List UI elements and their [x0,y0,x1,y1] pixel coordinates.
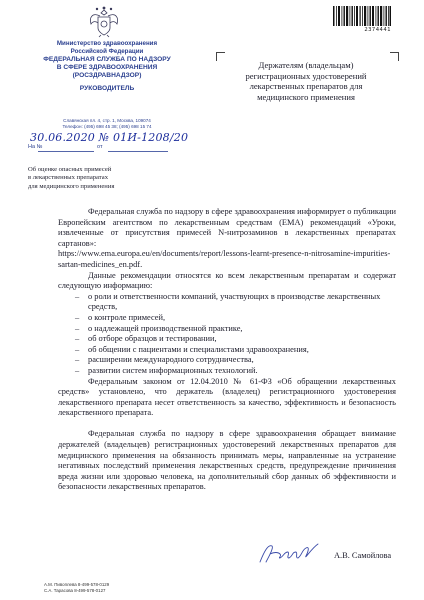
sender-address-block [28,118,186,130]
barcode-number: 2374441 [364,27,391,33]
barcode-icon [333,6,391,26]
list-item: – развитии систем информационных технологий. [58,366,396,377]
recipient-block [218,60,394,102]
footer-contact-1: А.М. Пивоплева 8-499-578-0129 [44,582,110,587]
subject-line-2: в лекарственных препаратах [28,174,108,182]
sender-block [28,40,186,93]
recipient-line-3: лекарственных препаратов для [249,81,363,92]
paragraph-2: Данные рекомендации относятся ко всем лекарственным препаратам и содержат следующую информацию: [58,270,396,291]
recipient-line-4: медицинского применения [257,91,355,102]
sender-address: Славянская пл. 4, стр. 1, Москва, 109074 [63,118,151,123]
coat-of-arms-icon [86,6,122,38]
ema-report-link: https://www.ema.europa.eu/en/documents/report/lessons-learnt-presence-n-nitrosamine-impurities-sartan-medicines_en.pdf. [58,249,391,269]
handwritten-registration-number: 30.06.2020 № 01И-1208/20 [30,131,189,144]
reference-date-label: от [97,144,103,150]
service-line-1: ФЕДЕРАЛЬНАЯ СЛУЖБА ПО НАДЗОРУ [43,56,171,63]
reference-date-underline [108,151,168,152]
paragraph-3: Федеральным законом от 12.04.2010 № 61-ФЗ «Об обращении лекарственных средств» установлено, что держатель (владелец) регистрационного удостоверения лекарственного препарата несет ответственность за качество, эффективность и безопасность лекарственного препарата. [58,376,396,418]
list-item: – о контроле примесей, [58,313,396,324]
list-item: – расширении международного сотрудничества, [58,355,396,366]
service-abbreviation: (РОСЗДРАВНАДЗОР) [72,72,142,79]
subject-block [28,166,198,191]
recommendation-list [58,292,396,377]
reference-number-underline [38,151,94,152]
ministry-line-2: Российской Федерации [70,47,144,55]
letter-body [58,207,396,493]
list-item: – об отборе образцов и тестировании, [58,334,396,345]
list-item: – о надлежащей производственной практике, [58,324,396,335]
recipient-line-2: регистрационных удостоверений [245,70,367,81]
paragraph-1: Федеральная служба по надзору в сфере здравоохранения информирует о публикации Европейским агентством по лекарственным средствам (EMA) рекомендаций «Уроки, извлеченные от присутствия примесей N-нитрозаминов в лекарственных препаратах сартанов»: [58,207,396,248]
ministry-line-1: Министерство здравоохранения [56,40,158,47]
handwritten-signature-icon [256,540,320,566]
subject-line-3: для медицинского применения [28,182,115,190]
footer-contact-2: С.А. Тарасова 8-499-578-0127 [44,588,106,593]
sender-phone: Телефон: (495) 698 45 38; (495) 698 15 74 [62,124,152,129]
paragraph-4: Федеральная служба по надзору в сфере здравоохранения обращает внимание держателей (владельцев) регистрационных удостоверений лекарственных препаратов для медицинского применения на обязанность принимать меры, направленные на устранение негативных последствий применения лекарственных средств, предупреждение причинения вреда жизни или здоровью человека, на дополнительный сбор данных об эффективности и безопасности лекарственных препаратов. [58,429,396,492]
footer-contacts [44,582,109,594]
list-item: – об общении с пациентами и специалистами здравоохранения, [58,345,396,356]
list-item: – о роли и ответственности компаний, участвующих в производстве лекарственных средств, [58,292,396,313]
subject-line-1: Об оценке опасных примесей [28,166,112,173]
reference-line [28,143,188,153]
service-line-2: В СФЕРЕ ЗДРАВООХРАНЕНИЯ [56,64,158,71]
sender-position: РУКОВОДИТЕЛЬ [79,85,135,92]
recipient-line-1: Держателям (владельцам) [258,60,354,70]
signatory-name: А.В. Самойлова [334,551,392,560]
reference-number-label: На № [28,144,43,150]
